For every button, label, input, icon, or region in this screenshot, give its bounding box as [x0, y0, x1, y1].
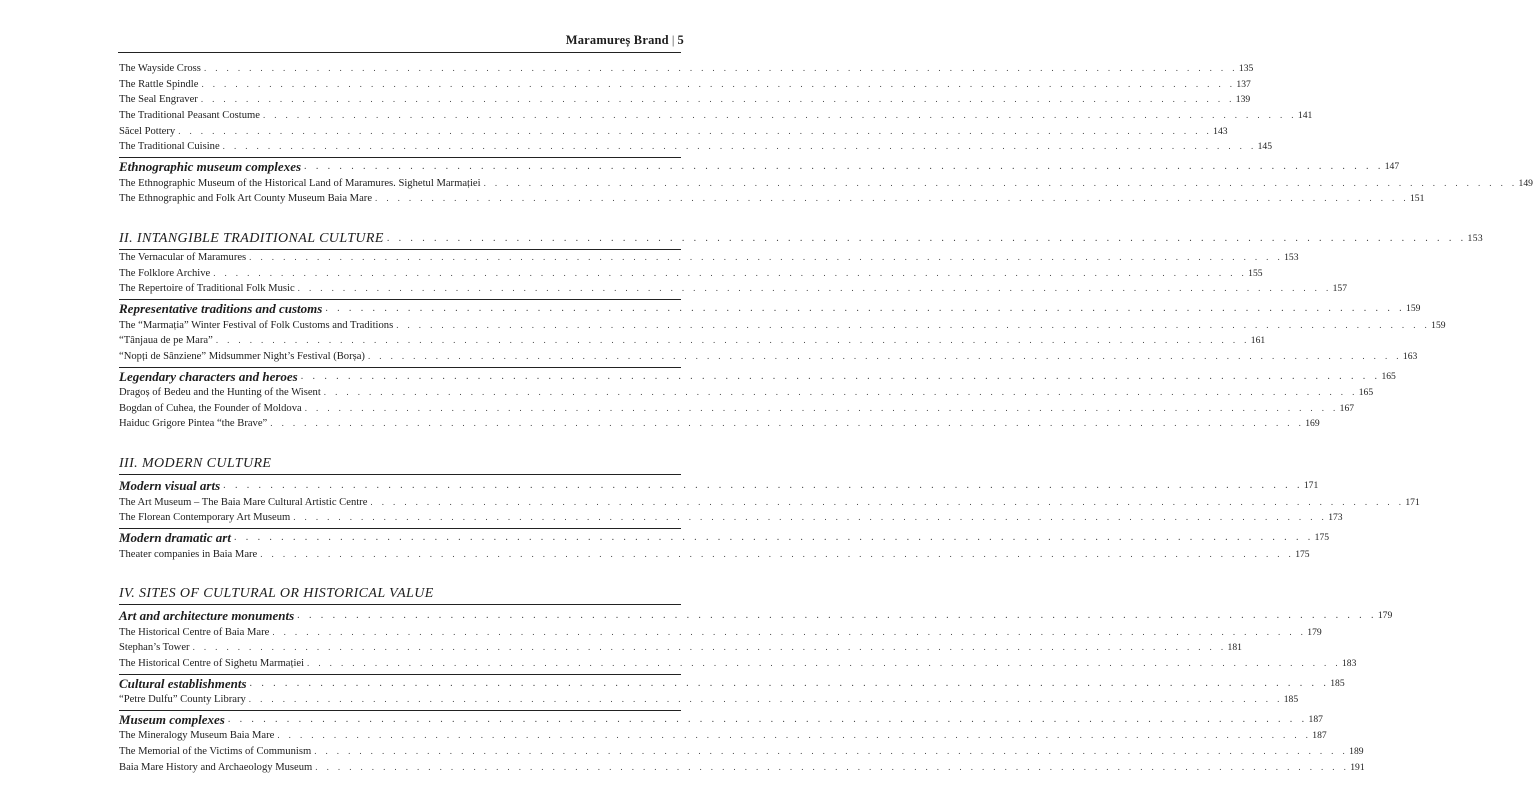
- toc-entry-page-number: 165: [1358, 387, 1374, 399]
- toc-entry-label: The “Marmația” Winter Festival of Folk Customs and Traditions: [119, 319, 394, 331]
- section-title-page-number: 153: [1467, 233, 1484, 244]
- toc-entry-label: The Folklore Archive: [119, 267, 211, 279]
- subsection-heading-label: Legendary characters and heroes: [119, 368, 298, 384]
- toc-entry-label: The Rattle Spindle: [119, 78, 199, 90]
- subsection-heading-page-number: 165: [1381, 370, 1396, 382]
- toc-entry[interactable]: [119, 191, 1425, 207]
- toc-entry-label: “Petre Dulfu” County Library: [119, 694, 246, 706]
- section-title-wrap: [119, 454, 681, 475]
- dot-leader: . . . . . . . . . . . . . . . . . . . . . . . . . . . . . . . . . . . . . . . . . . . . . . . . . . . . . . . . . . . . . . . . . . . . . . . . . . . . . . . . . . . . . . . . . . . .: [325, 303, 1406, 315]
- toc-entry-label: The Ethnographic Museum of the Historical Land of Maramures. Sighetul Marmației: [119, 177, 481, 189]
- toc-entry-label: The Traditional Cuisine: [119, 141, 220, 153]
- toc-entry-label: The Wayside Cross: [119, 62, 201, 74]
- toc-entry-label: The Florean Contemporary Art Museum: [119, 512, 291, 524]
- toc-entry[interactable]: [119, 417, 1320, 433]
- subsection-heading-page-number: 175: [1314, 532, 1330, 544]
- toc-entry-label: Haiduc Grigore Pintea “the Brave”: [119, 418, 268, 430]
- toc-entry-label: Dragoș of Bedeu and the Hunting of the Wisent: [119, 387, 321, 399]
- subsection-heading[interactable]: [119, 477, 1319, 495]
- dot-leader: . . . . . . . . . . . . . . . . . . . . . . . . . . . . . . . . . . . . . . . . . . . . . . . . . . . . . . . . . . . . . . . . . . . . . . . . . . . . . . . . . . . . . . . . . . . .: [304, 161, 1384, 173]
- toc-entry-label: The Vernacular of Maramures: [119, 251, 247, 263]
- toc-entry[interactable]: [119, 692, 1299, 708]
- subsection-heading-label: Cultural establishments: [119, 675, 247, 691]
- toc-entry-page-number: 157: [1332, 283, 1348, 295]
- toc-entry-page-number: 175: [1295, 548, 1310, 560]
- toc-entry-page-number: 161: [1250, 335, 1266, 347]
- toc-entry-page-number: 181: [1227, 642, 1242, 654]
- toc-entry-label: The Memorial of the Victims of Communism: [119, 746, 312, 758]
- toc-entry[interactable]: [119, 108, 1313, 124]
- toc-entry-page-number: 145: [1257, 141, 1272, 153]
- toc-entry[interactable]: [119, 495, 1420, 511]
- subsection-heading-page-number: 187: [1308, 714, 1323, 725]
- subsection-heading-label: Representative traditions and customs: [119, 301, 323, 317]
- toc-entry-page-number: 139: [1235, 94, 1251, 106]
- toc-entry[interactable]: [119, 318, 1446, 334]
- dot-leader: . . . . . . . . . . . . . . . . . . . . . . . . . . . . . . . . . . . . . . . . . . . . . . . . . . . . . . . . . . . . . . . . . . . . . . . . . . . . . . . . . . . . . . . . . . . .: [249, 251, 1284, 262]
- table-of-contents: [119, 60, 1533, 776]
- dot-leader: . . . . . . . . . . . . . . . . . . . . . . . . . . . . . . . . . . . . . . . . . . . . . . . . . . . . . . . . . . . . . . . . . . . . . . . . . . . . . . . . . . . . . . . . . . . .: [248, 694, 1283, 705]
- toc-entry-page-number: 191: [1350, 761, 1365, 773]
- toc-entry-page-number: 171: [1405, 496, 1420, 508]
- toc-entry-page-number: 183: [1342, 658, 1357, 670]
- dot-leader: . . . . . . . . . . . . . . . . . . . . . . . . . . . . . . . . . . . . . . . . . . . . . . . . . . . . . . . . . . . . . . . . . . . . . . . . . . . . . . . . . . . . . . . . . . . .: [293, 512, 1328, 523]
- section-title[interactable]: [119, 454, 681, 473]
- toc-entry[interactable]: [119, 760, 1365, 776]
- dot-leader: . . . . . . . . . . . . . . . . . . . . . . . . . . . . . . . . . . . . . . . . . . . . . . . . . . . . . . . . . . . . . . . . . . . . . . . . . . . . . . . . . . . . . . . . . . . .: [203, 62, 1238, 73]
- dot-leader: . . . . . . . . . . . . . . . . . . . . . . . . . . . . . . . . . . . . . . . . . . . . . . . . . . . . . . . . . . . . . . . . . . . . . . . . . . . . . . . . . . . . . . . . . . . .: [227, 714, 1308, 725]
- dot-leader: . . . . . . . . . . . . . . . . . . . . . . . . . . . . . . . . . . . . . . . . . . . . . . . . . . . . . . . . . . . . . . . . . . . . . . . . . . . . . . . . . . . . . . . . . . . .: [304, 402, 1339, 413]
- dot-leader: . . . . . . . . . . . . . . . . . . . . . . . . . . . . . . . . . . . . . . . . . . . . . . . . . . . . . . . . . . . . . . . . . . . . . . . . . . . . . . . . . . . . . . . . . . . .: [200, 94, 1235, 105]
- running-header-title: Maramureș Brand: [565, 33, 669, 47]
- section-title-label: IV. SITES OF CULTURAL OR HISTORICAL VALUE: [119, 586, 434, 602]
- dot-leader: . . . . . . . . . . . . . . . . . . . . . . . . . . . . . . . . . . . . . . . . . . . . . . . . . . . . . . . . . . . . . . . . . . . . . . . . . . . . . . . . . . . . . . . . . . . .: [300, 370, 1381, 382]
- toc-entry[interactable]: [119, 333, 1266, 349]
- toc-entry-page-number: 137: [1236, 78, 1251, 90]
- toc-entry-page-number: 187: [1312, 730, 1327, 742]
- toc-entry[interactable]: [119, 385, 1374, 401]
- dot-leader: . . . . . . . . . . . . . . . . . . . . . . . . . . . . . . . . . . . . . . . . . . . . . . . . . . . . . . . . . . . . . . . . . . . . . . . . . . . . . . . . . . . . . . . . . . . .: [213, 267, 1248, 278]
- dot-leader: . . . . . . . . . . . . . . . . . . . . . . . . . . . . . . . . . . . . . . . . . . . . . . . . . . . . . . . . . . . . . . . . . . . . . . . . . . . . . . . . . . . . . . . . . . . .: [297, 283, 1332, 294]
- dot-leader: . . . . . . . . . . . . . . . . . . . . . . . . . . . . . . . . . . . . . . . . . . . . . . . . . . . . . . . . . . . . . . . . . . . . . . . . . . . . . . . . . . . . . . . . . . . .: [233, 532, 1314, 544]
- toc-entry-page-number: 151: [1409, 193, 1425, 205]
- dot-leader: . . . . . . . . . . . . . . . . . . . . . . . . . . . . . . . . . . . . . . . . . . . . . . . . . . . . . . . . . . . . . . . . . . . . . . . . . . . . . . . . . . . . . . . . . . . .: [192, 642, 1227, 653]
- toc-entry-page-number: 155: [1248, 267, 1263, 279]
- toc-entry[interactable]: [119, 547, 1310, 563]
- dot-leader: . . . . . . . . . . . . . . . . . . . . . . . . . . . . . . . . . . . . . . . . . . . . . . . . . . . . . . . . . . . . . . . . . . . . . . . . . . . . . . . . . . . . . . . . . . . .: [260, 548, 1295, 559]
- dot-leader: . . . . . . . . . . . . . . . . . . . . . . . . . . . . . . . . . . . . . . . . . . . . . . . . . . . . . . . . . . . . . . . . . . . . . . . . . . . . . . . . . . . . . . . . . . . .: [249, 677, 1330, 689]
- toc-entry-page-number: 143: [1213, 125, 1228, 137]
- toc-entry-page-number: 163: [1402, 350, 1418, 362]
- subsection-heading[interactable]: [119, 528, 1330, 547]
- toc-entry-page-number: 153: [1284, 251, 1299, 263]
- dot-leader: . . . . . . . . . . . . . . . . . . . . . . . . . . . . . . . . . . . . . . . . . . . . . . . . . . . . . . . . . . . . . . . . . . . . . . . . . . . . . . . . . . . . . . . . . . . .: [386, 233, 1467, 244]
- toc-entry[interactable]: [119, 266, 1263, 282]
- dot-leader: . . . . . . . . . . . . . . . . . . . . . . . . . . . . . . . . . . . . . . . . . . . . . . . . . . . . . . . . . . . . . . . . . . . . . . . . . . . . . . . . . . . . . . . . . . . .: [483, 177, 1518, 188]
- dot-leader: . . . . . . . . . . . . . . . . . . . . . . . . . . . . . . . . . . . . . . . . . . . . . . . . . . . . . . . . . . . . . . . . . . . . . . . . . . . . . . . . . . . . . . . . . . . .: [201, 78, 1236, 89]
- subsection-heading[interactable]: [119, 607, 1393, 625]
- toc-entry-label: “Tânjaua de pe Mara”: [119, 335, 213, 347]
- subsection-heading[interactable]: [119, 710, 1323, 729]
- subsection-heading[interactable]: [119, 367, 1396, 386]
- toc-entry-page-number: 149: [1518, 177, 1533, 189]
- toc-entry[interactable]: [119, 510, 1343, 526]
- toc-entry-label: The Mineralogy Museum Baia Mare: [119, 730, 275, 742]
- header-rule: [118, 52, 681, 53]
- section-title-wrap: [119, 584, 681, 605]
- toc-entry[interactable]: [119, 656, 1357, 672]
- dot-leader: . . . . . . . . . . . . . . . . . . . . . . . . . . . . . . . . . . . . . . . . . . . . . . . . . . . . . . . . . . . . . . . . . . . . . . . . . . . . . . . . . . . . . . . . . . . .: [370, 496, 1405, 507]
- running-header-page-number: 5: [677, 33, 684, 47]
- section-title-wrap: [119, 229, 1484, 250]
- toc-entry[interactable]: [119, 349, 1418, 365]
- dot-leader: . . . . . . . . . . . . . . . . . . . . . . . . . . . . . . . . . . . . . . . . . . . . . . . . . . . . . . . . . . . . . . . . . . . . . . . . . . . . . . . . . . . . . . . . . . . .: [375, 193, 1409, 204]
- toc-entry-label: The Seal Engraver: [119, 94, 198, 106]
- dot-leader: . . . . . . . . . . . . . . . . . . . . . . . . . . . . . . . . . . . . . . . . . . . . . . . . . . . . . . . . . . . . . . . . . . . . . . . . . . . . . . . . . . . . . . . . . . . .: [178, 125, 1213, 136]
- toc-entry[interactable]: [119, 92, 1251, 108]
- toc-entry-label: The Ethnographic and Folk Art County Museum Baia Mare: [119, 193, 373, 205]
- toc-entry[interactable]: [119, 729, 1327, 745]
- toc-entry-label: The Art Museum – The Baia Mare Cultural Artistic Centre: [119, 496, 368, 508]
- toc-entry-label: The Traditional Peasant Costume: [119, 110, 260, 122]
- dot-leader: . . . . . . . . . . . . . . . . . . . . . . . . . . . . . . . . . . . . . . . . . . . . . . . . . . . . . . . . . . . . . . . . . . . . . . . . . . . . . . . . . . . . . . . . . . . .: [270, 418, 1305, 429]
- subsection-heading-label: Art and architecture monuments: [119, 608, 295, 624]
- dot-leader: . . . . . . . . . . . . . . . . . . . . . . . . . . . . . . . . . . . . . . . . . . . . . . . . . . . . . . . . . . . . . . . . . . . . . . . . . . . . . . . . . . . . . . . . . . . .: [272, 626, 1307, 637]
- toc-entry-page-number: 159: [1431, 319, 1446, 331]
- toc-entry-page-number: 169: [1305, 418, 1320, 430]
- toc-section: [119, 454, 1420, 562]
- dot-leader: . . . . . . . . . . . . . . . . . . . . . . . . . . . . . . . . . . . . . . . . . . . . . . . . . . . . . . . . . . . . . . . . . . . . . . . . . . . . . . . . . . . . . . . . . . . .: [215, 335, 1250, 346]
- subsection-heading-page-number: 185: [1330, 677, 1345, 689]
- dot-leader: . . . . . . . . . . . . . . . . . . . . . . . . . . . . . . . . . . . . . . . . . . . . . . . . . . . . . . . . . . . . . . . . . . . . . . . . . . . . . . . . . . . . . . . . . . . .: [277, 730, 1312, 741]
- subsection-heading-label: Ethnographic museum complexes: [119, 159, 302, 175]
- toc-entry[interactable]: [119, 176, 1533, 192]
- toc-entry[interactable]: [119, 625, 1322, 641]
- toc-entry-page-number: 173: [1328, 512, 1343, 524]
- section-title[interactable]: [119, 584, 681, 603]
- toc-entry-page-number: 189: [1349, 746, 1364, 758]
- subsection-heading[interactable]: [119, 674, 1345, 693]
- dot-leader: . . . . . . . . . . . . . . . . . . . . . . . . . . . . . . . . . . . . . . . . . . . . . . . . . . . . . . . . . . . . . . . . . . . . . . . . . . . . . . . . . . . . . . . . . . . .: [222, 141, 1257, 152]
- section-title[interactable]: [119, 229, 1484, 248]
- subsection-heading[interactable]: [119, 299, 1421, 318]
- subsection-heading-label: Modern visual arts: [119, 478, 221, 494]
- subsection-heading-page-number: 179: [1377, 610, 1393, 622]
- toc-entry-label: Baia Mare History and Archaeology Museum: [119, 761, 313, 773]
- toc-entry-label: Bogdan of Cuhea, the Founder of Moldova: [119, 402, 302, 414]
- toc-entry-label: The Repertoire of Traditional Folk Music: [119, 283, 295, 295]
- dot-leader: . . . . . . . . . . . . . . . . . . . . . . . . . . . . . . . . . . . . . . . . . . . . . . . . . . . . . . . . . . . . . . . . . . . . . . . . . . . . . . . . . . . . . . . . . . . .: [314, 746, 1349, 757]
- dot-leader: . . . . . . . . . . . . . . . . . . . . . . . . . . . . . . . . . . . . . . . . . . . . . . . . . . . . . . . . . . . . . . . . . . . . . . . . . . . . . . . . . . . . . . . . . . . .: [307, 658, 1341, 669]
- toc-entry-label: Theater companies in Baia Mare: [119, 548, 258, 560]
- toc-entry[interactable]: [119, 124, 1228, 140]
- dot-leader: . . . . . . . . . . . . . . . . . . . . . . . . . . . . . . . . . . . . . . . . . . . . . . . . . . . . . . . . . . . . . . . . . . . . . . . . . . . . . . . . . . . . . . . . . . . .: [315, 761, 1350, 772]
- subsection-heading-page-number: 159: [1406, 303, 1421, 315]
- toc-entry[interactable]: [119, 640, 1242, 656]
- toc-entry[interactable]: [119, 250, 1299, 266]
- section-title-label: III. MODERN CULTURE: [119, 456, 272, 472]
- toc-section: [119, 584, 1393, 775]
- running-header: [566, 33, 684, 48]
- toc-section: [119, 61, 1533, 207]
- subsection-heading-label: Modern dramatic art: [119, 530, 231, 546]
- dot-leader: . . . . . . . . . . . . . . . . . . . . . . . . . . . . . . . . . . . . . . . . . . . . . . . . . . . . . . . . . . . . . . . . . . . . . . . . . . . . . . . . . . . . . . . . . . . .: [297, 610, 1377, 622]
- toc-entry[interactable]: [119, 139, 1272, 155]
- toc-entry-page-number: 167: [1339, 402, 1355, 414]
- toc-entry-page-number: 141: [1297, 110, 1313, 122]
- dot-leader: . . . . . . . . . . . . . . . . . . . . . . . . . . . . . . . . . . . . . . . . . . . . . . . . . . . . . . . . . . . . . . . . . . . . . . . . . . . . . . . . . . . . . . . . . . . .: [262, 110, 1297, 121]
- running-header-separator: |: [671, 33, 675, 47]
- dot-leader: . . . . . . . . . . . . . . . . . . . . . . . . . . . . . . . . . . . . . . . . . . . . . . . . . . . . . . . . . . . . . . . . . . . . . . . . . . . . . . . . . . . . . . . . . . . .: [223, 480, 1303, 492]
- subsection-heading-label: Museum complexes: [119, 712, 225, 727]
- toc-entry-label: Stephan’s Tower: [119, 642, 190, 654]
- subsection-heading-page-number: 171: [1303, 480, 1319, 492]
- toc-entry-page-number: 185: [1283, 694, 1299, 706]
- dot-leader: . . . . . . . . . . . . . . . . . . . . . . . . . . . . . . . . . . . . . . . . . . . . . . . . . . . . . . . . . . . . . . . . . . . . . . . . . . . . . . . . . . . . . . . . . . . .: [396, 319, 1431, 330]
- toc-entry[interactable]: [119, 77, 1251, 93]
- toc-entry[interactable]: [119, 744, 1364, 760]
- toc-entry-label: The Historical Centre of Baia Mare: [119, 626, 270, 638]
- subsection-heading-page-number: 147: [1384, 161, 1400, 173]
- toc-entry[interactable]: [119, 281, 1348, 297]
- section-title-label: II. INTANGIBLE TRADITIONAL CULTURE: [119, 231, 384, 246]
- dot-leader: . . . . . . . . . . . . . . . . . . . . . . . . . . . . . . . . . . . . . . . . . . . . . . . . . . . . . . . . . . . . . . . . . . . . . . . . . . . . . . . . . . . . . . . . . . . .: [323, 387, 1358, 398]
- toc-entry[interactable]: [119, 61, 1254, 77]
- toc-entry-page-number: 179: [1307, 626, 1322, 638]
- dot-leader: . . . . . . . . . . . . . . . . . . . . . . . . . . . . . . . . . . . . . . . . . . . . . . . . . . . . . . . . . . . . . . . . . . . . . . . . . . . . . . . . . . . . . . . . . . . .: [367, 350, 1402, 361]
- toc-entry-label: Săcel Pottery: [119, 125, 176, 137]
- toc-section: [119, 229, 1484, 432]
- toc-entry-label: The Historical Centre of Sighetu Marmației: [119, 658, 305, 670]
- subsection-heading[interactable]: [119, 157, 1400, 176]
- toc-entry[interactable]: [119, 401, 1355, 417]
- toc-entry-page-number: 135: [1238, 62, 1254, 74]
- toc-entry-label: “Nopți de Sânziene” Midsummer Night’s Festival (Borșa): [119, 350, 365, 362]
